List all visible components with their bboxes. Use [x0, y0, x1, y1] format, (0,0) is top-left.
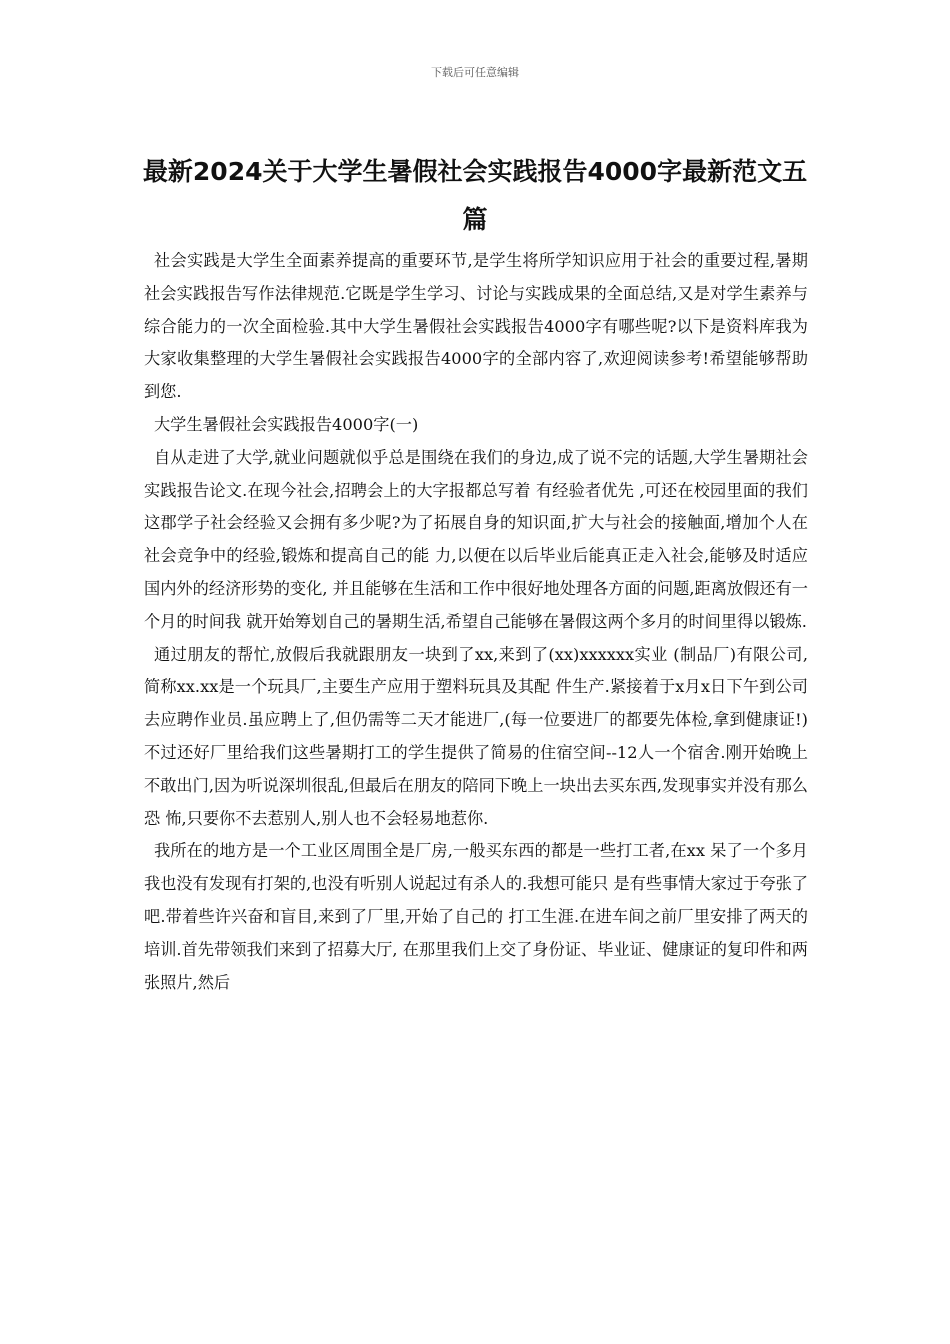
body-paragraph: 通过朋友的帮忙,放假后我就跟朋友一块到了xx,来到了(xx)xxxxxx实业 (制品厂)有限公司,简称xx.xx是一个玩具厂,主要生产应用于塑料玩具及其配 件生产.紧接着于x月x日下午到公司去应聘作业员.虽应聘上了,但仍需等二天才能进厂,(每一位要进厂的都要先体检,拿到健康证!)不过还好厂里给我们这些暑期打工的学生提供了简易的住宿空间--12人一个宿舍.刚开始晚上不敢出门,因为听说深圳很乱,但最后在朋友的陪同下晚上一块出去买东西,发现事实并没有那么恐 怖,只要你不去惹别人,别人也不会轻易地惹你. [144, 644, 808, 828]
document-title: 最新2024关于大学生暑假社会实践报告4000字最新范文五篇 [142, 157, 808, 234]
body-paragraph: 自从走进了大学,就业问题就似乎总是围绕在我们的身边,成了说不完的话题,大学生暑期社会实践报告论文.在现今社会,招聘会上的大字报都总写着 有经验者优先 ,可还在校园里面的我们这郡学子社会经验又会拥有多少呢?为了拓展自身的知识面,扩大与社会的接触面,增加个人在社会竞争中的经验,锻炼和提高自己的能 力,以便在以后毕业后能真正走入社会,能够及时适应国内外的经济形势的变化, 并且能够在生活和工作中很好地处理各方面的问题,距离放假还有一个月的时间我 就开始筹划自己的暑期生活,希望自己能够在暑假这两个多月的时间里得以锻炼. [144, 447, 808, 631]
body-paragraph: 我所在的地方是一个工业区周围全是厂房,一般买东西的都是一些打工者,在xx 呆了一个多月我也没有发现有打架的,也没有听别人说起过有杀人的.我想可能只 是有些事情大家过于夸张了吧.带着些许兴奋和盲目,来到了厂里,开始了自己的 打工生涯.在进车间之前厂里安排了两天的培训.首先带领我们来到了招募大厅, 在那里我们上交了身份证、毕业证、健康证的复印件和两张照片,然后 [144, 841, 808, 992]
page-header-note: 下载后可任意编辑 [431, 66, 519, 79]
section-heading: 大学生暑假社会实践报告4000字(一) [154, 414, 419, 434]
intro-paragraph: 社会实践是大学生全面素养提高的重要环节,是学生将所学知识应用于社会的重要过程,暑期社会实践报告写作法律规范.它既是学生学习、讨论与实践成果的全面总结,又是对学生素养与综合能力的一次全面检验.其中大学生暑假社会实践报告4000字有哪些呢?以下是资料库我为大家收集整理的大学生暑假社会实践报告4000字的全部内容了,欢迎阅读参考!希望能够帮助到您. [144, 251, 808, 402]
document-body [144, 245, 808, 999]
